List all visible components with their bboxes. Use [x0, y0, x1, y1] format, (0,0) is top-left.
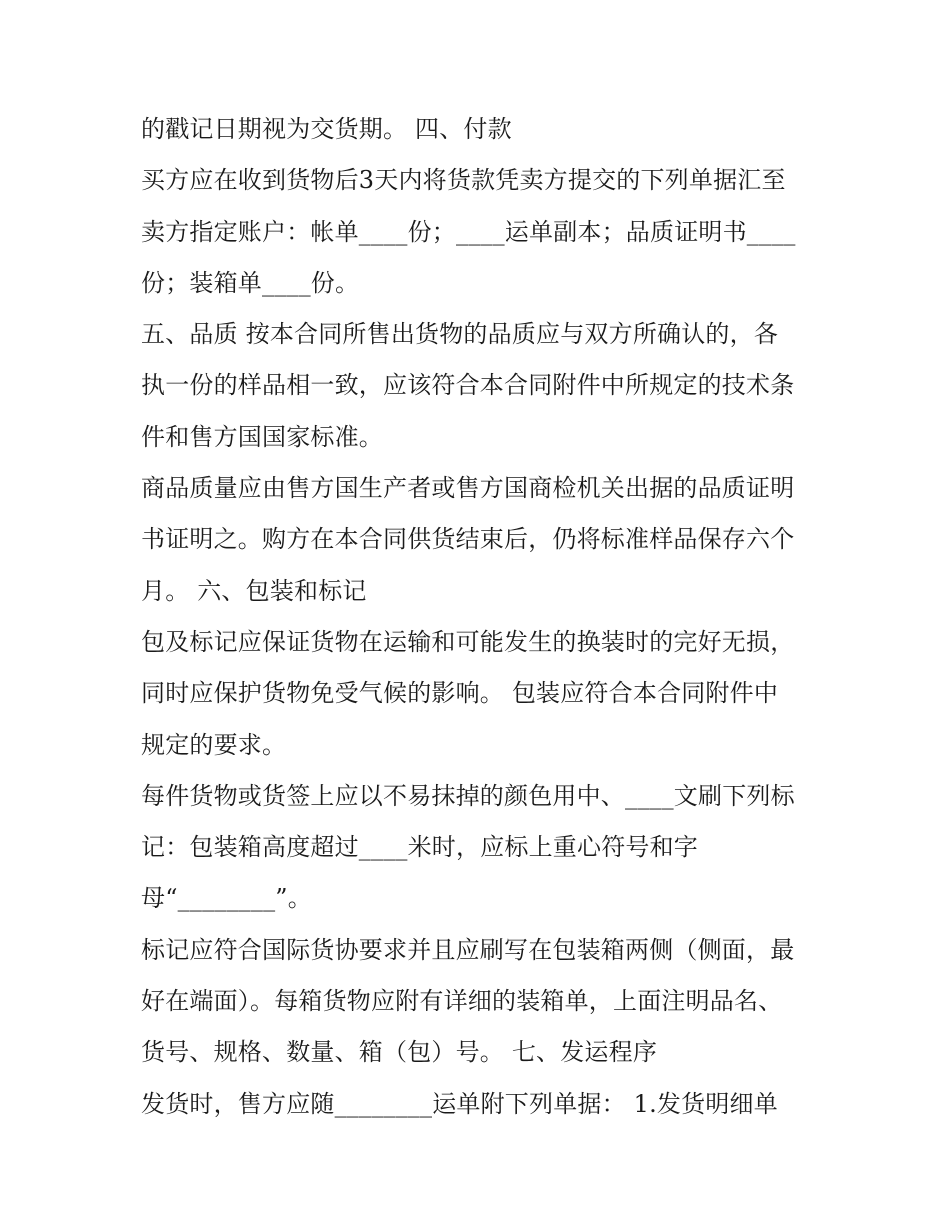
text-line-18: 好在端面）。每箱货物应附有详细的装箱单，上面注明品名、 — [141, 987, 783, 1016]
text-line-15: 记：包装箱高度超过____米时，应标上重心符号和字 — [141, 833, 698, 862]
text-line-20: 发货时，售方应随________运单附下列单据： 1.发货明细单 — [141, 1089, 778, 1118]
text-line-3: 卖方指定账户：帐单____份；____运单副本；品质证明书____ — [141, 217, 796, 246]
text-line-10: 月。 六、包装和标记 — [141, 576, 367, 605]
text-line-17: 标记应符合国际货协要求并且应刷写在包装箱两侧（侧面，最 — [141, 935, 795, 964]
text-line-19: 货号、规格、数量、箱（包）号。 七、发运程序 — [141, 1038, 658, 1067]
text-line-6: 执一份的样品相一致，应该符合本合同附件中所规定的技术条 — [141, 371, 795, 400]
text-line-8: 商品质量应由售方国生产者或售方国商检机关出据的品质证明 — [141, 474, 795, 503]
text-line-12: 同时应保护货物免受气候的影响。 包装应符合本合同附件中 — [141, 679, 779, 708]
text-line-5: 五、品质 按本合同所售出货物的品质应与双方所确认的，各 — [141, 320, 779, 349]
contract-text-body — [141, 108, 821, 1134]
text-line-4: 份；装箱单____份。 — [141, 268, 360, 297]
text-line-14: 每件货物或货签上应以不易抹掉的颜色用中、____文刷下列标 — [141, 781, 795, 810]
text-line-13: 规定的要求。 — [141, 730, 287, 759]
text-line-7: 件和售方国国家标准。 — [141, 422, 383, 451]
text-line-2: 买方应在收到货物后3天内将货款凭卖方提交的下列单据汇至 — [141, 166, 786, 195]
text-line-11: 包及标记应保证货物在运输和可能发生的换装时的完好无损， — [141, 627, 795, 656]
text-line-16: 母“________”。 — [141, 884, 312, 913]
text-line-9: 书证明之。购方在本合同供货结束后，仍将标准样品保存六个 — [141, 525, 795, 554]
text-line-1: 的戳记日期视为交货期。 四、付款 — [141, 115, 512, 143]
